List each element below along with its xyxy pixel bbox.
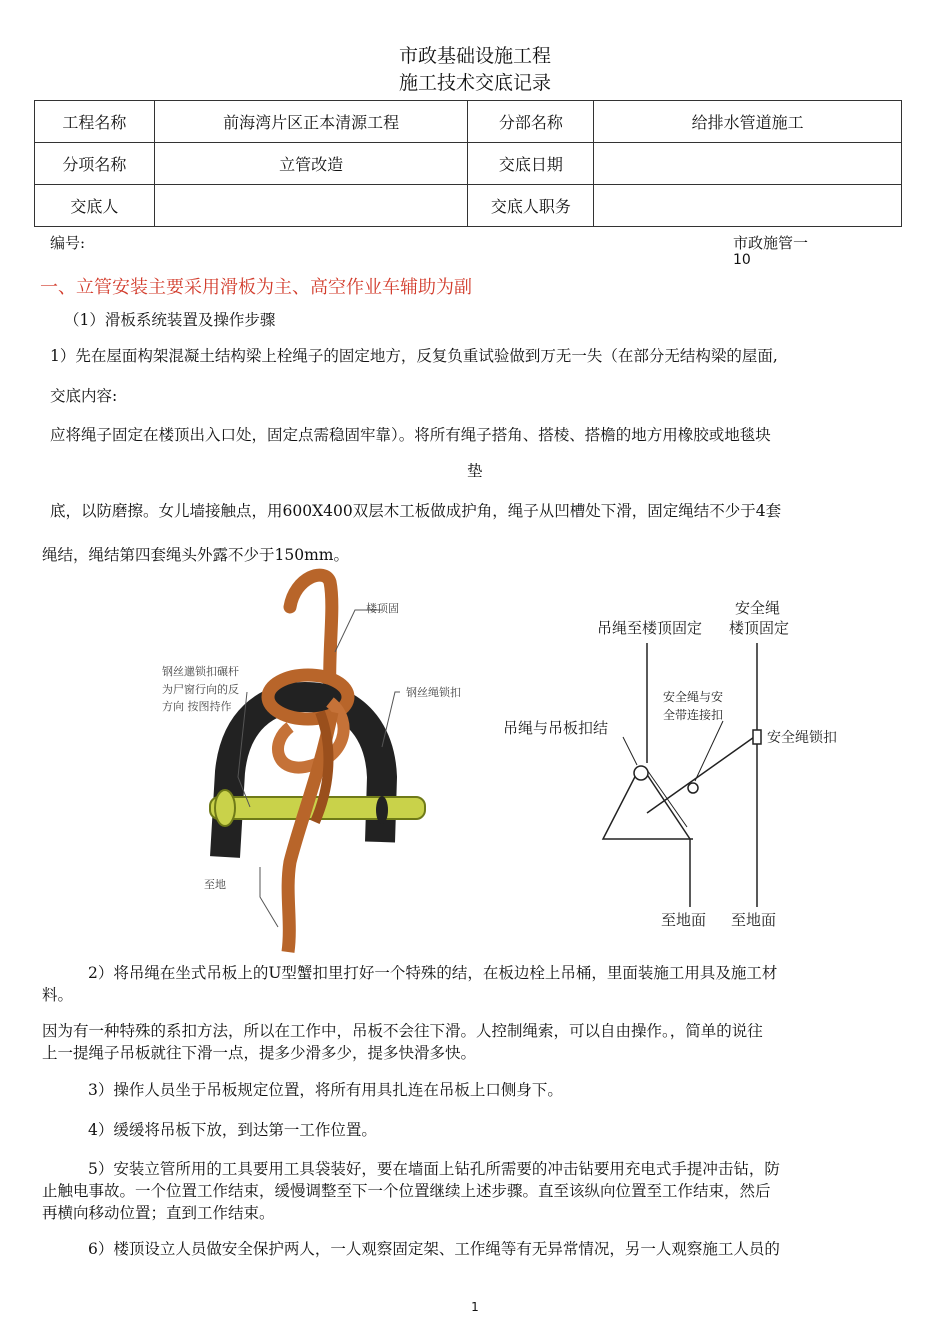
section-subheading: （1）滑板系统装置及操作步骤 — [64, 311, 276, 329]
label-left-3: 方向 按图持作 — [162, 700, 232, 713]
content-label: 交底内容: — [50, 387, 118, 405]
pin-nut — [376, 796, 388, 824]
label-ground-2: 至地面 — [731, 911, 777, 929]
board-triangle — [603, 767, 693, 839]
board-side-inner — [645, 767, 687, 827]
step1-line-b: 应将绳子固定在楼顶出入口处，固定点需稳固牢靠）。将所有绳子搭角、搭棱、搭檐的地方用橡胶或地毯块 — [50, 426, 771, 444]
label-left-2: 为尸窗行向的反 — [162, 683, 239, 696]
date-value — [594, 143, 902, 185]
step2-line-b: 料。 — [42, 986, 74, 1004]
label-right: 钢丝绳锁扣 — [406, 686, 461, 699]
step2-line-d: 上一提绳子吊板就往下滑一点，提多少滑多少，提多快滑多快。 — [42, 1044, 477, 1062]
leader-connect — [695, 721, 723, 781]
step2-line-c: 因为有一种特殊的系扣方法，所以在工作中，吊板不会往下滑。人控制绳索，可以自由操作。，简单的说往 — [42, 1022, 763, 1040]
step4: 4）缓缓将吊板下放，到达第一工作位置。 — [88, 1121, 377, 1139]
safety-strap-line — [647, 735, 757, 813]
subitem-value: 立管改造 — [154, 143, 468, 185]
table-row — [35, 101, 902, 143]
position-label: 交底人职务 — [468, 185, 594, 227]
step1-line-a: 1）先在屋面构架混凝土结构梁上栓绳子的固定地方，反复负重试验做到万无一失（在部分无结构梁的屋面, — [50, 347, 778, 365]
step2-line-a: 2）将吊绳在坐式吊板上的U型蟹扣里打好一个特殊的结，在板边栓上吊桶，里面装施工用具及施工材 — [88, 964, 778, 982]
step1-line-c: 垫 — [467, 462, 483, 480]
step5-line-c: 再横向移动位置；直到工作结束。 — [42, 1204, 275, 1222]
doc-title-line2: 施工技术交底记录 — [398, 72, 551, 94]
label-safety-top-2: 楼顶固定 — [729, 619, 790, 637]
leader-top — [335, 610, 382, 652]
label-safety-top-1: 安全绳 — [735, 599, 781, 617]
pin-head — [215, 790, 235, 826]
date-label: 交底日期 — [468, 143, 594, 185]
info-table — [34, 100, 902, 227]
project-name-label: 工程名称 — [35, 101, 155, 143]
division-label: 分部名称 — [468, 101, 594, 143]
table-row — [35, 185, 902, 227]
person-label: 交底人 — [35, 185, 155, 227]
step1-line-e: 绳结，绳结第四套绳头外露不少于150mm。 — [42, 546, 349, 564]
step5-line-a: 5）安装立管所用的工具要用工具袋装好，要在墙面上钻孔所需要的冲击钻要用充电式手提冲击钻，防 — [88, 1160, 780, 1178]
page-number: 1 — [471, 1300, 479, 1314]
number-label: 编号: — [50, 234, 86, 252]
subitem-label: 分项名称 — [35, 143, 155, 185]
label-connect-1: 安全绳与安 — [663, 690, 724, 704]
label-ground-1: 至地面 — [661, 911, 707, 929]
step6: 6）楼顶设立人员做安全保护两人，一人观察固定架、工作绳等有无异常情况，另一人观察施工人员的 — [88, 1240, 780, 1258]
label-top: 楼顶固 — [366, 602, 399, 615]
position-value — [594, 185, 902, 227]
table-row — [35, 143, 902, 185]
label-lock: 安全绳锁扣 — [767, 730, 837, 746]
knot-circle — [634, 766, 648, 780]
leader-bottom — [260, 867, 278, 927]
step5-line-b: 止触电事故。一个位置工作结束，缓慢调整至下一个位置继续上述步骤。直至该纵向位置至工作结束，然后 — [42, 1182, 771, 1200]
label-rope-top: 吊绳至楼顶固定 — [597, 619, 703, 637]
doc-title-line1: 市政基础设施工程 — [398, 45, 551, 67]
lock-box — [753, 730, 761, 744]
step1-line-d: 底，以防磨擦。女儿墙接触点，用600X400双层木工板做成护角，绳子从凹槽处下滑，固定绳结不少于4套 — [50, 502, 782, 520]
label-knot: 吊绳与吊板扣结 — [503, 719, 609, 737]
code-line1: 市政施管一 — [733, 234, 809, 252]
step3: 3）操作人员坐于吊板规定位置，将所有用具扎连在吊板上口侧身下。 — [88, 1081, 563, 1099]
leader-knot — [623, 737, 637, 765]
code-line2: 10 — [733, 252, 751, 268]
division-value: 给排水管道施工 — [594, 101, 902, 143]
rope-diagram-figure — [495, 595, 875, 940]
label-bottom: 至地 — [204, 878, 226, 891]
person-value — [154, 185, 468, 227]
label-left-1: 钢丝邋锁扣碾杆 — [162, 665, 239, 678]
section-heading: 一、立管安装主要采用滑板为主、高空作业车辅助为副 — [40, 277, 472, 298]
shackle-knot-figure — [150, 562, 490, 957]
project-name-value: 前海湾片区正本清源工程 — [154, 101, 468, 143]
strap-ring — [688, 783, 698, 793]
board-side — [642, 767, 690, 839]
label-connect-2: 全带连接扣 — [663, 708, 724, 722]
